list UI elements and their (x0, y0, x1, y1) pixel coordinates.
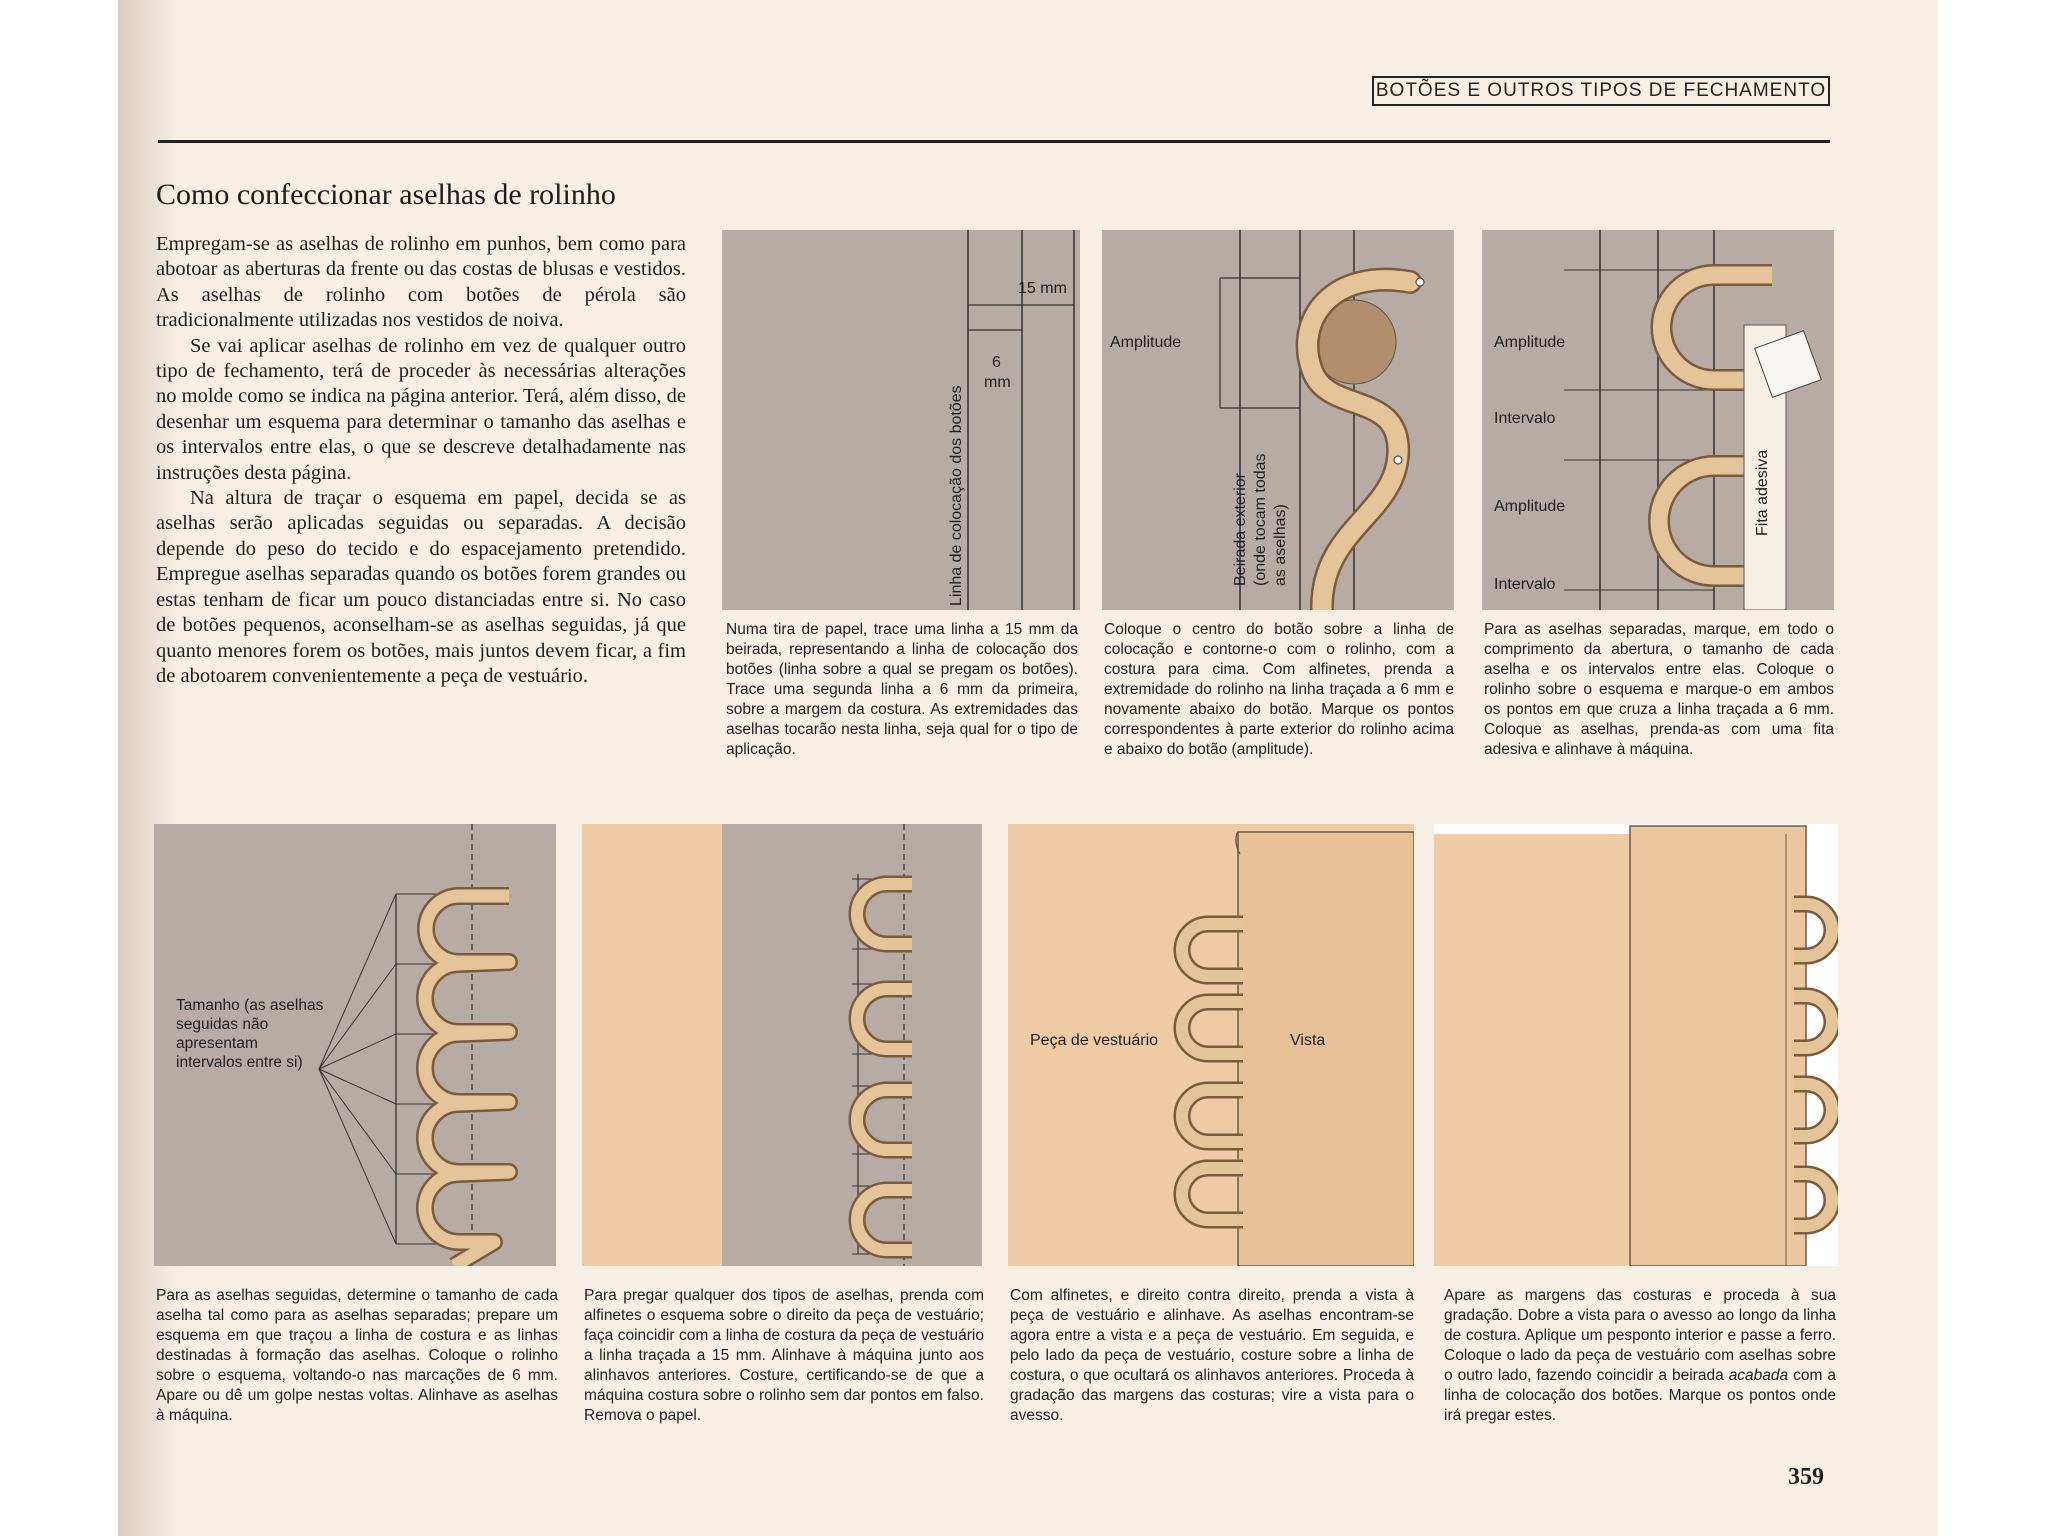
label-amplitude-2: Amplitude (1494, 498, 1566, 515)
label-adhesive-tape: Fita adesiva (1754, 449, 1771, 536)
figure-6-caption: Com alfinetes, e direito contra direito, prenda a vista à peça de vestuário e alinhave. As aselhas encontram-se agora entre a vista e a peça de vestuário. Em seguida, e pelo lado da peça de vestuário, costure sobre a linha de costura, o que ocultará os alinhavos anteriores. Proceda à gradação das margens das costuras; vire a vista para o avesso. (1010, 1287, 1414, 1424)
figure-5-pinned-scheme (582, 824, 982, 1266)
figure-4-continuous-loops (154, 824, 556, 1266)
label-outer-edge-3: as aselhas) (1272, 504, 1289, 586)
figure-7-caption-part-2: com a linha de colocação dos botões. Marque os pontos onde irá pregar estes. (1444, 1367, 1837, 1424)
intro-text (156, 232, 686, 689)
label-outer-edge-2: (onde tocam todas (1252, 453, 1269, 586)
figure-7-caption (1444, 1286, 1836, 1426)
label-amplitude: Amplitude (1110, 334, 1182, 351)
figure-3-caption: Para as aselhas separadas, marque, em todo o comprimento da abertura, o tamanho de cada aselha e os intervalos entre elas. Coloque o rolinho sobre o esquema e marque-o em ambos os pontos em que cruza a linha traçada a 6 mm. Coloque as aselhas, prenda-as com uma fita adesiva e alinhave à máquina. (1484, 621, 1834, 758)
label-button-line-vertical: Linha de colocação dos botões (948, 385, 965, 606)
label-intervalo-1: Intervalo (1494, 410, 1556, 427)
label-6: 6 (992, 354, 1001, 371)
label-intervalo-2: Intervalo (1494, 576, 1556, 593)
figure-1-caption: Numa tira de papel, trace uma linha a 15 mm da beirada, representando a linha de colocação dos botões (linha sobre a qual se pregam os botões). Trace uma segunda linha a 6 mm da primeira, sobre a margem da costura. As extremidades das aselhas tocarão nesta linha, seja qual for o tipo de aplicação. (726, 621, 1078, 758)
label-facing: Vista (1290, 1032, 1326, 1049)
section-header: BOTÕES E OUTROS TIPOS DE FECHAMENTO (1372, 76, 1830, 106)
figure-2-button-outline (1102, 230, 1454, 610)
intro-paragraph-3: Na altura de traçar o esquema em papel, decida se as aselhas serão aplicadas seguidas ou separadas. A decisão depende do peso do tecido e do espacejamento pretendido. Empregue aselhas separadas quando os botões forem grandes ou estas tenham de ficar um pouco distanciadas entre si. No caso de botões pequenos, aconselham-se as aselhas seguidas, já que quanto menores forem os botões, mais juntos devem ficar, a fim de abotoarem convenientemente a peça de vestuário. (156, 487, 686, 687)
figure-7-caption-italic: acabada (1728, 1367, 1789, 1384)
figure-1-paper-strip (722, 230, 1080, 610)
intro-paragraph-1: Empregam-se as aselhas de rolinho em punhos, bem como para abotoar as aberturas da frente ou das costas de blusas e vestidos. As aselhas de rolinho com botões de pérola são tradicionalmente utilizadas nos vestidos de noiva. (156, 233, 686, 332)
label-garment: Peça de vestuário (1030, 1032, 1159, 1049)
figure-2-caption: Coloque o centro do botão sobre a linha de colocação e contorne-o com o rolinho, com a costura para cima. Com alfinetes, prenda a extremidade do rolinho na linha traçada a 6 mm e novamente abaixo do botão. Marque os pontos correspondentes à parte exterior do rolinho acima e abaixo do botão (amplitude). (1104, 621, 1454, 758)
page-number: 359 (1788, 1464, 1824, 1490)
label-15mm: 15 mm (1018, 280, 1067, 297)
figure-5-caption: Para pregar qualquer dos tipos de aselhas, prenda com alfinetes o esquema sobre o direito da peça de vestuário; faça coincidir com a linha de costura da peça de vestuário a linha traçada a 15 mm. Alinhave à máquina junto aos alinhavos anteriores. Costure, certificando-se de que a máquina costura sobre o rolinho sem dar pontos em falso. Remova o papel. (584, 1287, 984, 1424)
intro-paragraph-2: Se vai aplicar aselhas de rolinho em vez de qualquer outro tipo de fechamento, terá de proceder às necessárias alterações no molde como se indica na página anterior. Terá, além disso, de desenhar um esquema para determinar o tamanho das aselhas e os intervalos entre elas, o que se descreve detalhadamente nas instruções desta página. (156, 334, 686, 484)
label-mm: mm (984, 374, 1011, 391)
figure-3-separated-loops (1482, 230, 1834, 610)
figure-6-facing-pinned (1008, 824, 1414, 1266)
article-title: Como confeccionar aselhas de rolinho (156, 178, 616, 211)
figure-7-caption-part-1: Apare as margens das costuras e proceda à sua gradação. Dobre a vista para o avesso ao longo da linha de costura. Aplique um pesponto interior e passe a ferro. Coloque o lado da peça de vestuário com aselhas sobre o outro lado, fazendo coincidir a beirada (1444, 1287, 1836, 1384)
figure-7-finished-edge (1434, 824, 1838, 1266)
header-rule (158, 140, 1830, 143)
label-amplitude-1: Amplitude (1494, 334, 1566, 351)
figure-4-caption: Para as aselhas seguidas, determine o tamanho de cada aselha tal como para as aselhas separadas; prepare um esquema em que traçou a linha de costura e as linhas destinadas à formação das aselhas. Coloque o rolinho sobre o esquema, voltando-o nas marcações de 6 mm. Apare ou dê um golpe nestas voltas. Alinhave as aselhas à máquina. (156, 1287, 558, 1424)
label-size: Tamanho (as aselhas seguidas não apresentam intervalos entre si) (176, 997, 324, 1071)
label-outer-edge-1: Beirada exterior (1232, 473, 1249, 586)
